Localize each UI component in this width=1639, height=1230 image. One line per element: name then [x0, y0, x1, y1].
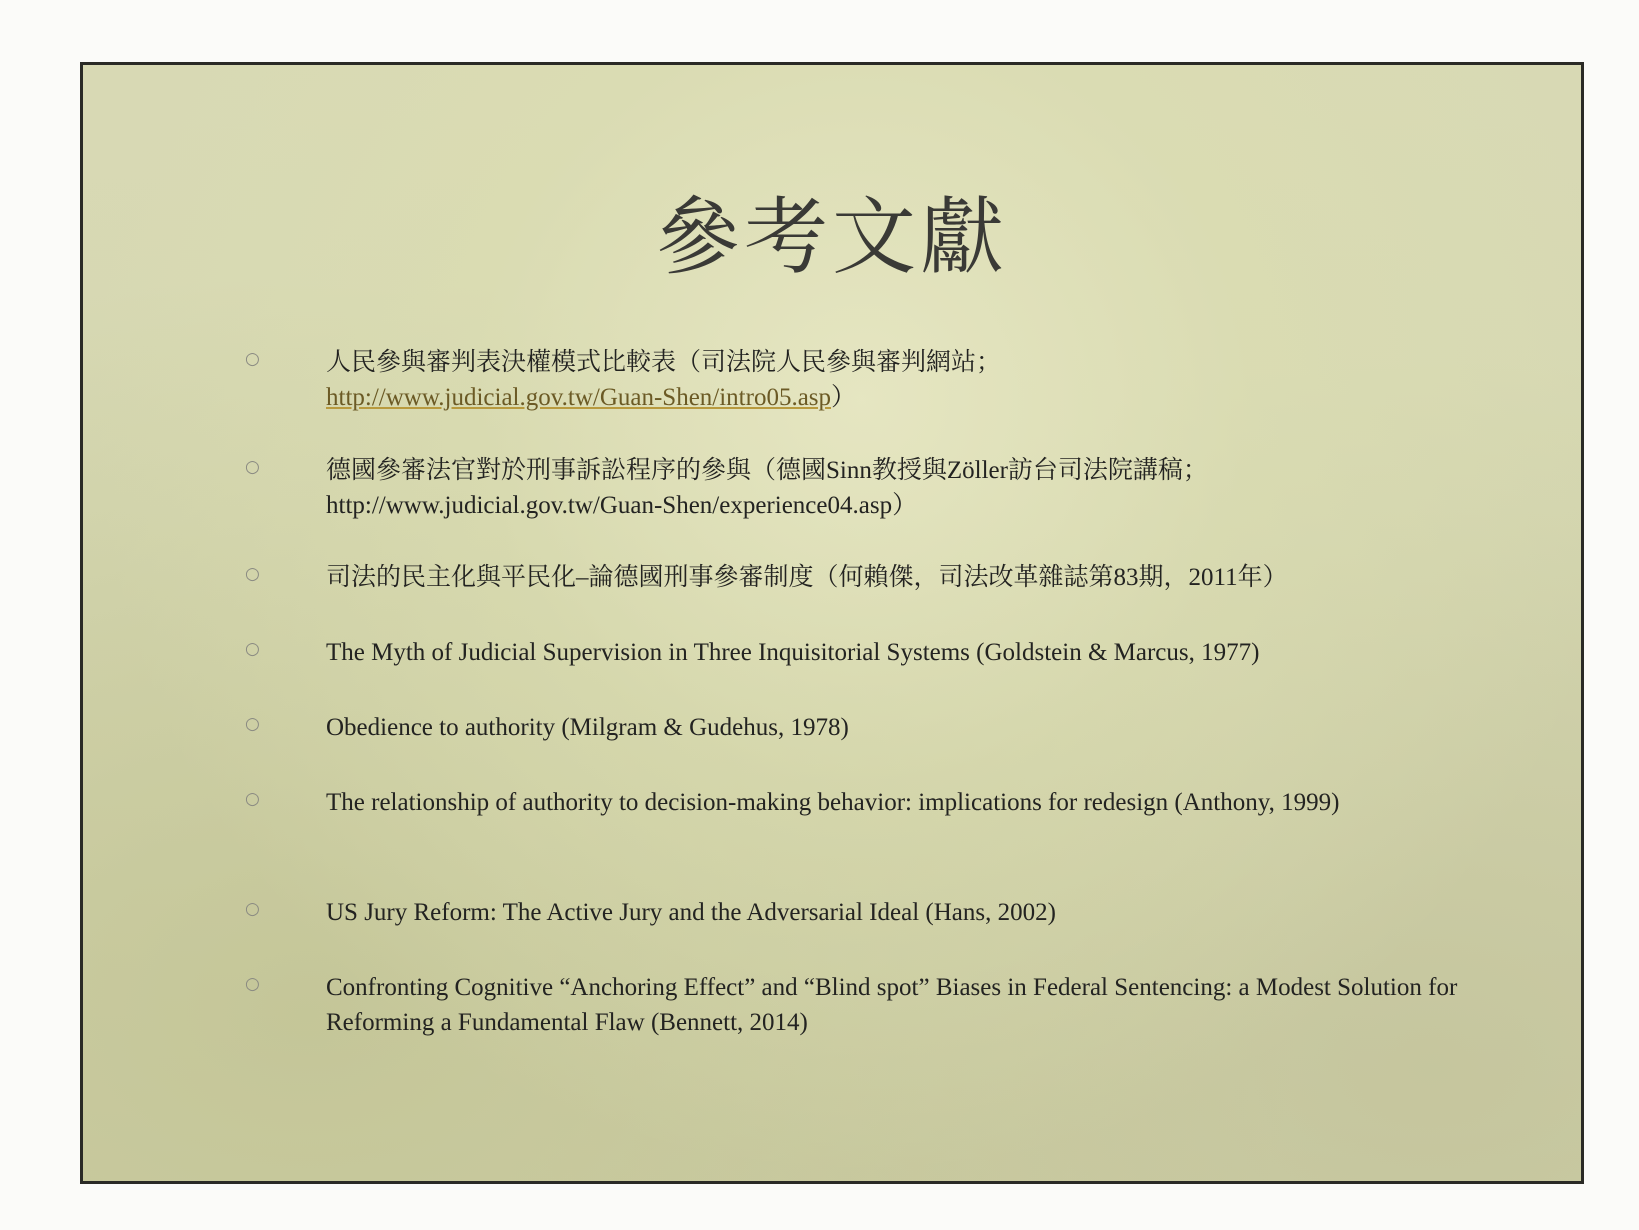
bullet-icon: ○ — [245, 899, 260, 919]
slide — [80, 62, 1584, 1184]
bullet-icon: ○ — [245, 714, 260, 734]
reference-text: US Jury Reform: The Active Jury and the Adversarial Ideal (Hans, 2002) — [326, 899, 1056, 926]
reference-text — [326, 345, 1466, 415]
reference-close: ） — [892, 492, 918, 519]
reference-text: Obedience to authority (Milgram & Gudehus, 1978) — [326, 714, 849, 741]
reference-list — [83, 65, 1581, 1181]
reference-title: 德國參審法官對於刑事訴訟程序的參與（德國Sinn教授與Zöller訪台司法院講稿； — [326, 457, 1208, 484]
bullet-icon: ○ — [245, 457, 260, 477]
bullet-icon: ○ — [245, 974, 260, 994]
reference-link[interactable]: http://www.judicial.gov.tw/Guan-Shen/intro05.asp — [326, 384, 832, 411]
slide-title: 參考文獻 — [655, 188, 1008, 286]
reference-text: The Myth of Judicial Supervision in Three Inquisitorial Systems (Goldstein & Marcus, 1977) — [326, 639, 1260, 666]
bullet-icon: ○ — [245, 349, 260, 369]
bullet-icon: ○ — [245, 564, 260, 584]
reference-text: The relationship of authority to decision-making behavior: implications for redesign (Anthony, 1999) — [326, 789, 1340, 816]
reference-text: 司法的民主化與平民化–論德國刑事參審制度（何賴傑，司法改革雜誌第83期，2011年） — [326, 564, 1288, 591]
reference-text: Confronting Cognitive “Anchoring Effect” and “Blind spot” Biases in Federal Sentencing: a Modest Solution for Reforming a Fundamental Flaw (Bennett, 2014) — [326, 974, 1458, 1036]
bullet-icon: ○ — [245, 639, 260, 659]
reference-close: ） — [831, 384, 857, 411]
reference-title: 人民參與審判表決權模式比較表（司法院人民參與審判網站； — [326, 349, 1002, 376]
reference-url: http://www.judicial.gov.tw/Guan-Shen/experience04.asp — [326, 492, 893, 519]
bullet-icon: ○ — [245, 789, 260, 809]
reference-text — [326, 453, 1466, 523]
